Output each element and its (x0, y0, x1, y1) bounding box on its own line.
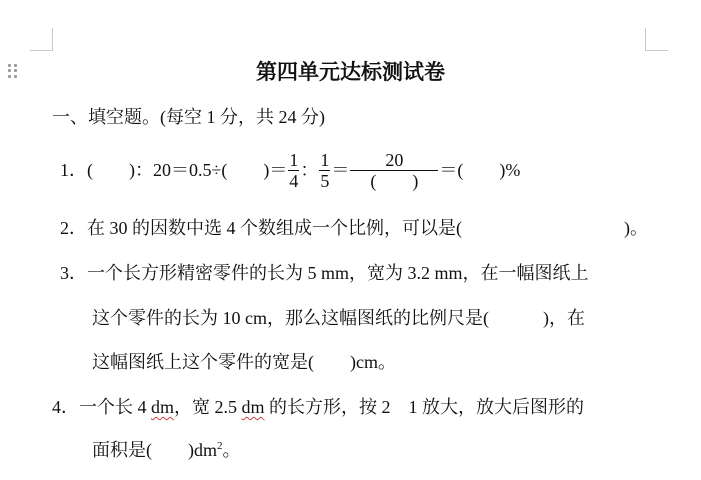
fraction-denominator: ( ) (370, 170, 419, 191)
ratio-separator: ： (300, 160, 319, 180)
fraction-numerator: 20 (385, 149, 404, 170)
fraction-one-fifth (319, 150, 330, 191)
question-4-line-1 (52, 396, 584, 418)
question-number: 2． (60, 218, 87, 238)
question-3-line-2: 这个零件的长为 10 cm，那么这幅图纸的比例尺是( )，在 (92, 308, 585, 328)
question-1-tail: ＝( )% (439, 160, 521, 180)
question-1-text: ( )：20＝0.5÷( )＝ (87, 160, 288, 180)
question-3-line-1 (60, 262, 589, 284)
page-corner-mark-right (645, 28, 668, 51)
question-number: 4． (52, 397, 79, 417)
question-4-line-2-end: 。 (222, 440, 241, 460)
fraction-denominator: 5 (320, 170, 330, 191)
question-3-line-3: 这幅图纸上这个零件的宽是( )cm。 (92, 352, 396, 372)
equals-sign: ＝ (331, 160, 350, 180)
question-number: 1． (60, 160, 87, 180)
fraction-numerator: 1 (320, 149, 330, 170)
superscript: 2 (217, 440, 223, 452)
spellcheck-word[interactable]: dm (151, 397, 175, 417)
page-title: 第四单元达标测试卷 (256, 60, 445, 84)
spellcheck-word[interactable]: dm (241, 397, 265, 417)
question-4-line-2-text: 面积是( )dm (92, 440, 217, 460)
fraction-one-quarter (288, 150, 299, 191)
question-4-line-2 (92, 439, 241, 461)
fraction-denominator: 4 (289, 170, 299, 191)
question-3-text: 一个长方形精密零件的长为 5 mm，宽为 3.2 mm，在一幅图纸上 (87, 263, 589, 283)
question-1 (60, 148, 520, 192)
question-4-text-post: 的长方形，按 2 1 放大，放大后图形的 (264, 397, 585, 417)
question-2-text: 在 30 的因数中选 4 个数组成一个比例，可以是( )。 (87, 218, 648, 238)
fraction-numerator: 1 (289, 149, 299, 170)
question-4-text-mid: ，宽 2.5 (174, 397, 242, 417)
fraction-twenty-over-blank (350, 150, 438, 191)
question-4-text-pre: 一个长 4 (79, 397, 151, 417)
page-corner-mark-left (30, 28, 53, 51)
section-heading: 一、填空题。(每空 1 分，共 24 分) (52, 107, 325, 127)
question-2 (60, 217, 648, 239)
question-number: 3． (60, 263, 87, 283)
